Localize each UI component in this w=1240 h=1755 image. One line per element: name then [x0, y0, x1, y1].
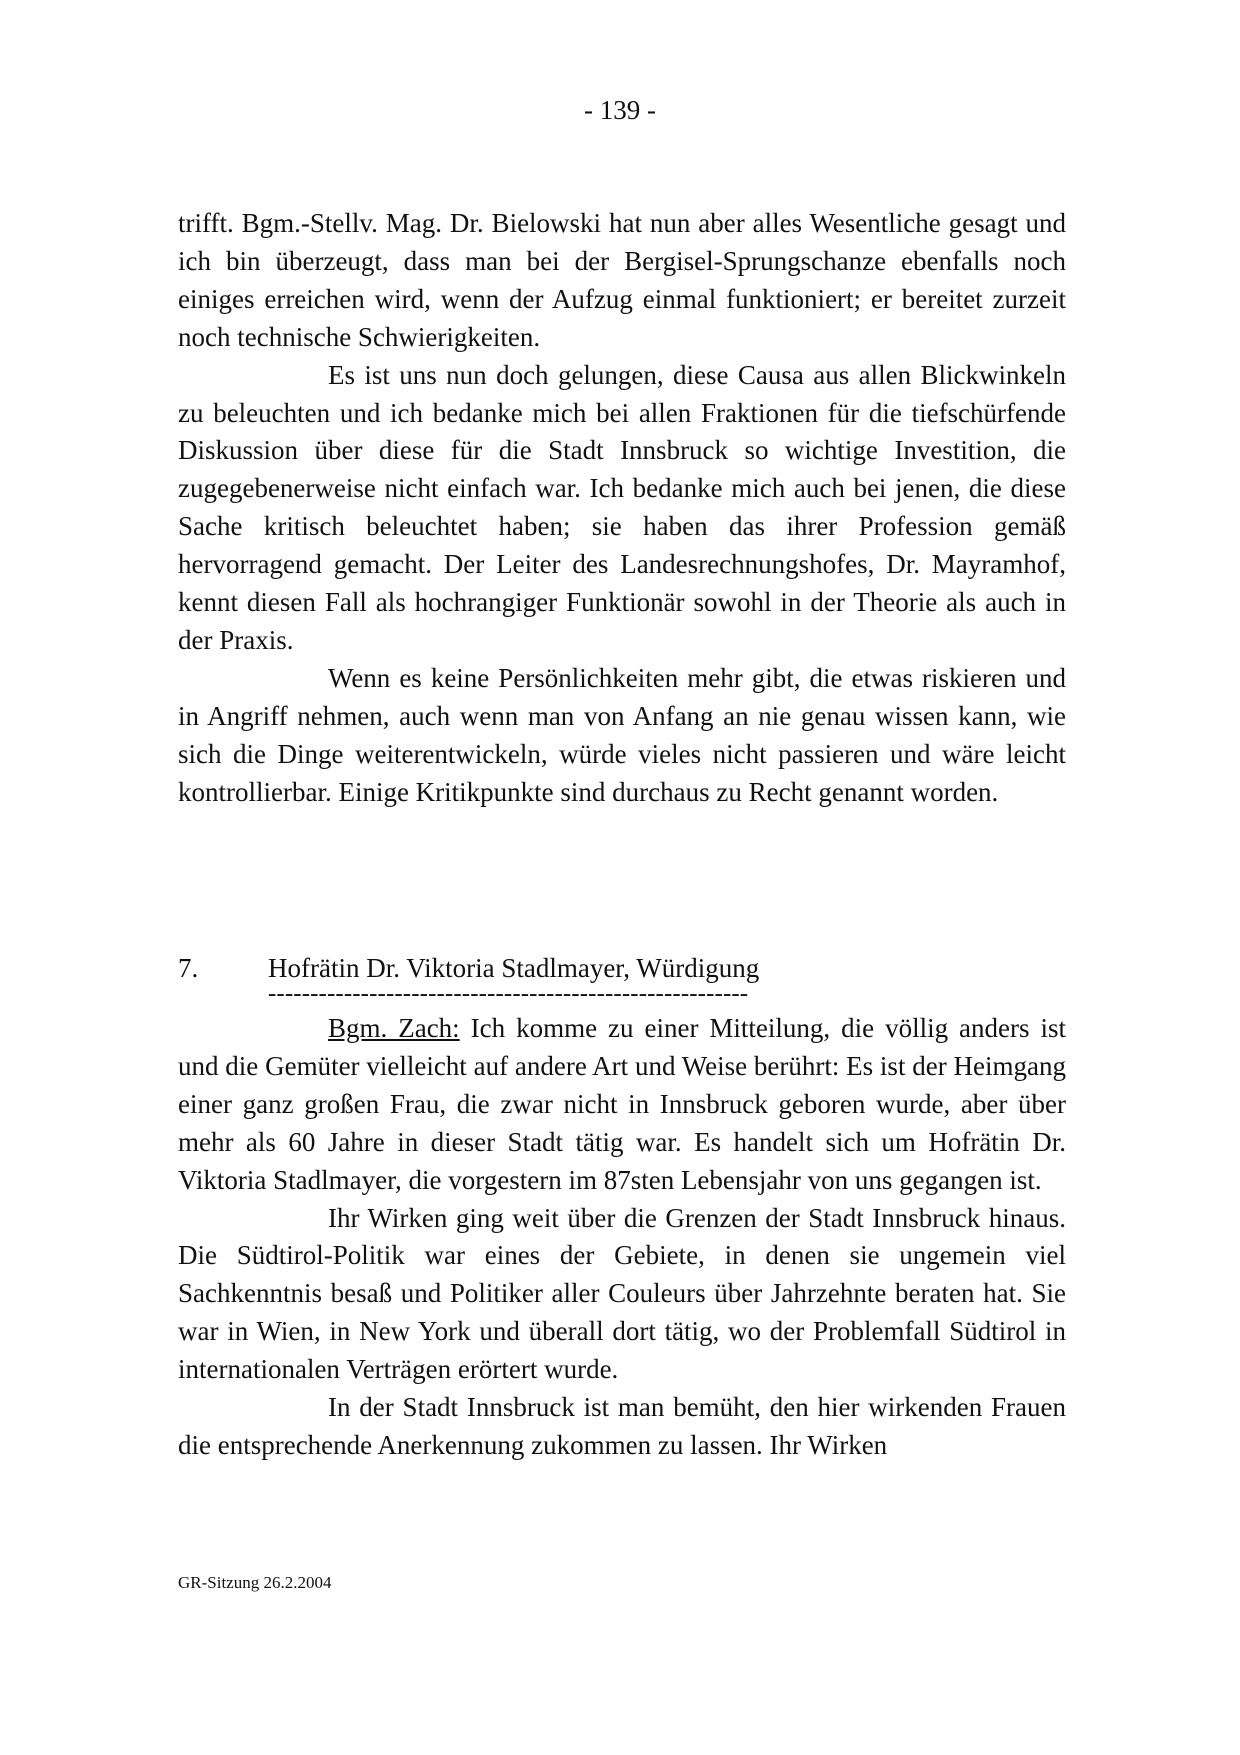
agenda-item-underline-rule: ---------------------------------------------------------: [268, 980, 749, 1007]
paragraph: In der Stadt Innsbruck ist man bemüht, den hier wirkenden Frauen die entsprechende Anerkennung zukommen zu lassen. Ihr Wirken: [178, 1392, 1066, 1460]
paragraph-text: Ich komme zu einer Mitteilung, die völlig anders ist und die Gemüter vielleicht auf andere Art und Weise berührt: Es ist der Heimgang einer ganz großen Frau, die zwar nicht in Innsbruck geboren wurde, aber über mehr als 60 Jahre in dieser Stadt tätig war. Es handelt sich um Hofrätin Dr. Viktoria Stadlmayer, die vorgestern im 87sten Lebensjahr von uns gegangen ist.: [178, 1013, 1066, 1195]
page-number: - 139 -: [584, 95, 656, 125]
text-block-agenda-item: [178, 1010, 1066, 1465]
footer-session-date: GR-Sitzung 26.2.2004: [178, 1573, 332, 1592]
paragraph: trifft. Bgm.-Stellv. Mag. Dr. Bielowski hat nun aber alles Wesentliche gesagt und ich bin überzeugt, dass man bei der Bergisel-Sprungschanze ebenfalls noch einiges erreichen wird, wenn der Aufzug einmal funktioniert; er bereitet zurzeit noch technische Schwierigkeiten.: [178, 208, 1066, 352]
agenda-item-title: Hofrätin Dr. Viktoria Stadlmayer, Würdigung: [268, 953, 760, 983]
paragraph: Ihr Wirken ging weit über die Grenzen der Stadt Innsbruck hinaus. Die Südtirol-Politik war eines der Gebiete, in denen sie ungemein viel Sachkenntnis besaß und Politiker aller Couleurs über Jahrzehnte beraten hat. Sie war in Wien, in New York und überall dort tätig, wo der Problemfall Südtirol in internationalen Verträgen erörtert wurde.: [178, 1202, 1066, 1385]
paragraph: Wenn es keine Persönlichkeiten mehr gibt, die etwas riskieren und in Angriff nehmen, auch wenn man von Anfang an nie genau wissen kann, wie sich die Dinge weiterentwickeln, würde vieles nicht passieren und wäre leicht kontrollierbar. Einige Kritikpunkte sind durchaus zu Recht genannt worden.: [178, 662, 1066, 807]
paragraph: Es ist uns nun doch gelungen, diese Causa aus allen Blickwinkeln zu beleuchten und ich bedanke mich bei allen Fraktionen für die tiefschürfende Diskussion über diese für die Stadt Innsbruck so wichtige Investition, die zugegebenerweise nicht einfach war. Ich bedanke mich auch bei jenen, die diese Sache kritisch beleuchtet haben; sie haben das ihrer Profession gemäß hervorragend gemacht. Der Leiter des Landesrechnungshofes, Dr. Mayramhof, kennt diesen Fall als hochrangiger Funktionär sowohl in der Theorie als auch in der Praxis.: [178, 359, 1066, 655]
agenda-item-number: 7.: [178, 953, 199, 983]
text-block-continuation: [178, 205, 1066, 812]
speaker-name: Bgm. Zach:: [328, 1013, 460, 1043]
paragraph: [178, 1010, 1066, 1200]
